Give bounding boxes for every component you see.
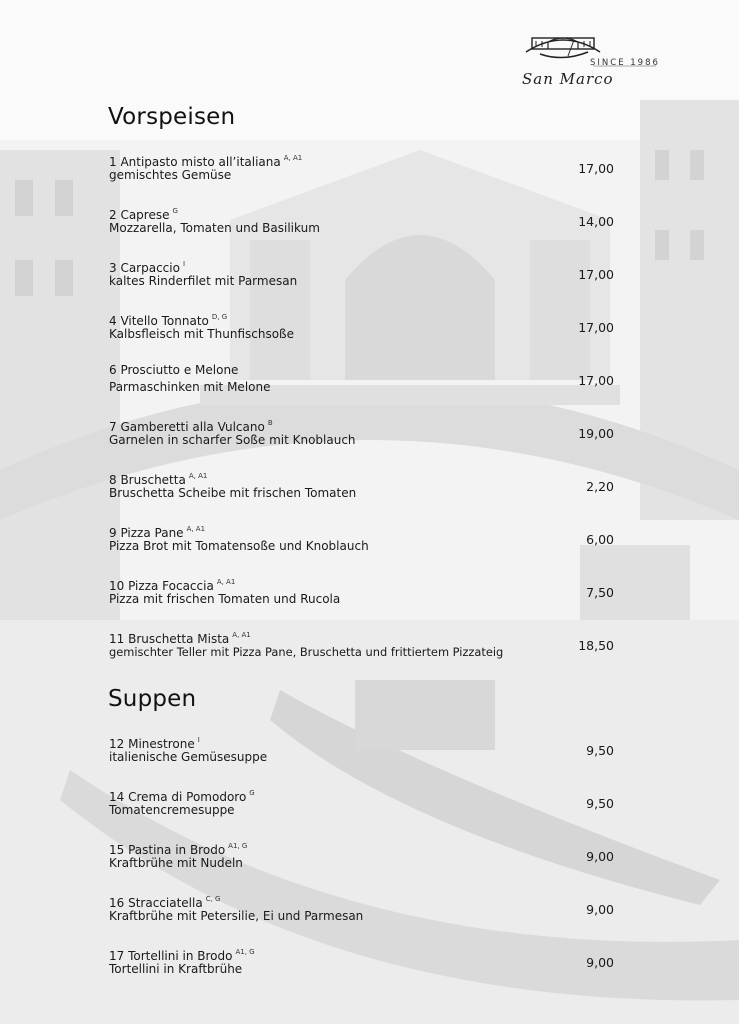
menu-item [109, 309, 614, 349]
menu-item [109, 891, 614, 931]
menu-item-description: Garnelen in scharfer Soße mit Knoblauch [109, 433, 356, 447]
menu-item [109, 415, 614, 455]
menu-item-description: gemischter Teller mit Pizza Pane, Bruschetta und frittiertem Pizzateig [109, 645, 504, 659]
menu-item-description: italienische Gemüsesuppe [109, 750, 268, 764]
allergen-codes: I [182, 260, 186, 268]
menu-item-name: 15 Pastina in Brodo $^{A1, G}$ [109, 842, 248, 857]
allergen-codes: D, G [211, 313, 228, 321]
menu-item-price: 9,50 [586, 796, 614, 811]
menu-item [109, 944, 614, 984]
menu-item-price: 9,50 [586, 743, 614, 758]
allergen-codes: I [197, 736, 200, 744]
menu-item [109, 521, 614, 561]
menu-item-description: Bruschetta Scheibe mit frischen Tomaten [109, 486, 357, 500]
logo-brand-name: San Marco [522, 70, 614, 88]
menu-item-name: 7 Gamberetti alla Vulcano $^B$ [109, 419, 273, 434]
menu-item-price: 18,50 [578, 638, 614, 653]
menu-item-name: 2 Caprese $^G$ [109, 207, 178, 222]
allergen-codes: C, G [205, 895, 221, 903]
san-marco-logo [518, 30, 663, 94]
menu-item-name: 3 Carpaccio $^I$ [109, 260, 186, 275]
menu-item-name: 16 Stracciatella $^{C, G}$ [109, 895, 221, 910]
menu-item [109, 732, 614, 772]
allergen-codes: A, A1 [188, 472, 208, 480]
menu-item-price: 9,00 [586, 902, 614, 917]
menu-item-description: Tomatencremesuppe [109, 803, 235, 817]
menu-item-description: Pizza mit frischen Tomaten und Rucola [109, 592, 341, 606]
menu-item-name: 17 Tortellini in Brodo $^{A1, G}$ [109, 948, 255, 963]
allergen-codes: G [172, 207, 178, 215]
menu-item-description: Kalbsfleisch mit Thunfischsoße [109, 327, 294, 341]
menu-item-name: 4 Vitello Tonnato $^{D, G}$ [109, 313, 228, 328]
menu-item [109, 574, 614, 614]
menu-item-name: 9 Pizza Pane $^{A, A1}$ [109, 525, 206, 540]
allergen-codes: A1, G [235, 948, 255, 956]
menu-item-description: Tortellini in Kraftbrühe [109, 962, 243, 976]
menu-item-description: Parmaschinken mit Melone [109, 380, 271, 394]
menu-item-name: 11 Bruschetta Mista $^{A, A1}$ [109, 631, 251, 646]
allergen-codes: A1, G [228, 842, 248, 850]
menu-item-price: 7,50 [586, 585, 614, 600]
menu-item-description: kaltes Rinderfilet mit Parmesan [109, 274, 298, 288]
allergen-codes: B [267, 419, 273, 427]
menu-item-price: 17,00 [578, 161, 614, 176]
menu-item [109, 150, 614, 190]
menu-item-description: Kraftbrühe mit Nudeln [109, 856, 243, 870]
menu-item-price: 19,00 [578, 426, 614, 441]
allergen-codes: A, A1 [186, 525, 206, 533]
menu-item-description: gemischtes Gemüse [109, 168, 232, 182]
menu-item [109, 203, 614, 243]
menu-item-name: 1 Antipasto misto all’italiana $^{A, A1}$ [109, 154, 303, 169]
menu-item-price: 17,00 [578, 267, 614, 282]
menu-item [109, 785, 614, 825]
menu-item-price: 9,00 [586, 849, 614, 864]
menu-item [109, 256, 614, 296]
menu-item-description: Kraftbrühe mit Petersilie, Ei und Parmesan [109, 909, 364, 923]
menu-item-price: 14,00 [578, 214, 614, 229]
menu-item-price: 9,00 [586, 955, 614, 970]
menu-item-name: 14 Crema di Pomodoro $^G$ [109, 789, 255, 804]
menu-item-name: 8 Bruschetta $^{A, A1}$ [109, 472, 208, 487]
menu-item [109, 362, 614, 402]
menu-item-price: 2,20 [586, 479, 614, 494]
allergen-codes: G [249, 789, 255, 797]
menu-item-price: 6,00 [586, 532, 614, 547]
menu-item-name: 10 Pizza Focaccia $^{A, A1}$ [109, 578, 236, 593]
menu-item [109, 627, 614, 667]
logo-since-text: SINCE 1986 [590, 58, 660, 68]
menu-item [109, 468, 614, 508]
menu-item-description: Pizza Brot mit Tomatensoße und Knoblauch [109, 539, 369, 553]
allergen-codes: A, A1 [283, 154, 303, 162]
menu-item-price: 17,00 [578, 373, 614, 388]
menu-item-name: 12 Minestrone $^I$ [109, 736, 200, 751]
menu-item [109, 838, 614, 878]
menu-item-price: 17,00 [578, 320, 614, 335]
section-title-vorspeisen: Vorspeisen [108, 104, 236, 130]
section-title-suppen: Suppen [108, 686, 197, 712]
allergen-codes: A, A1 [216, 578, 236, 586]
allergen-codes: A, A1 [232, 631, 251, 639]
menu-item-description: Mozzarella, Tomaten und Basilikum [109, 221, 320, 235]
menu-item-name: 6 Prosciutto e Melone [109, 363, 239, 377]
